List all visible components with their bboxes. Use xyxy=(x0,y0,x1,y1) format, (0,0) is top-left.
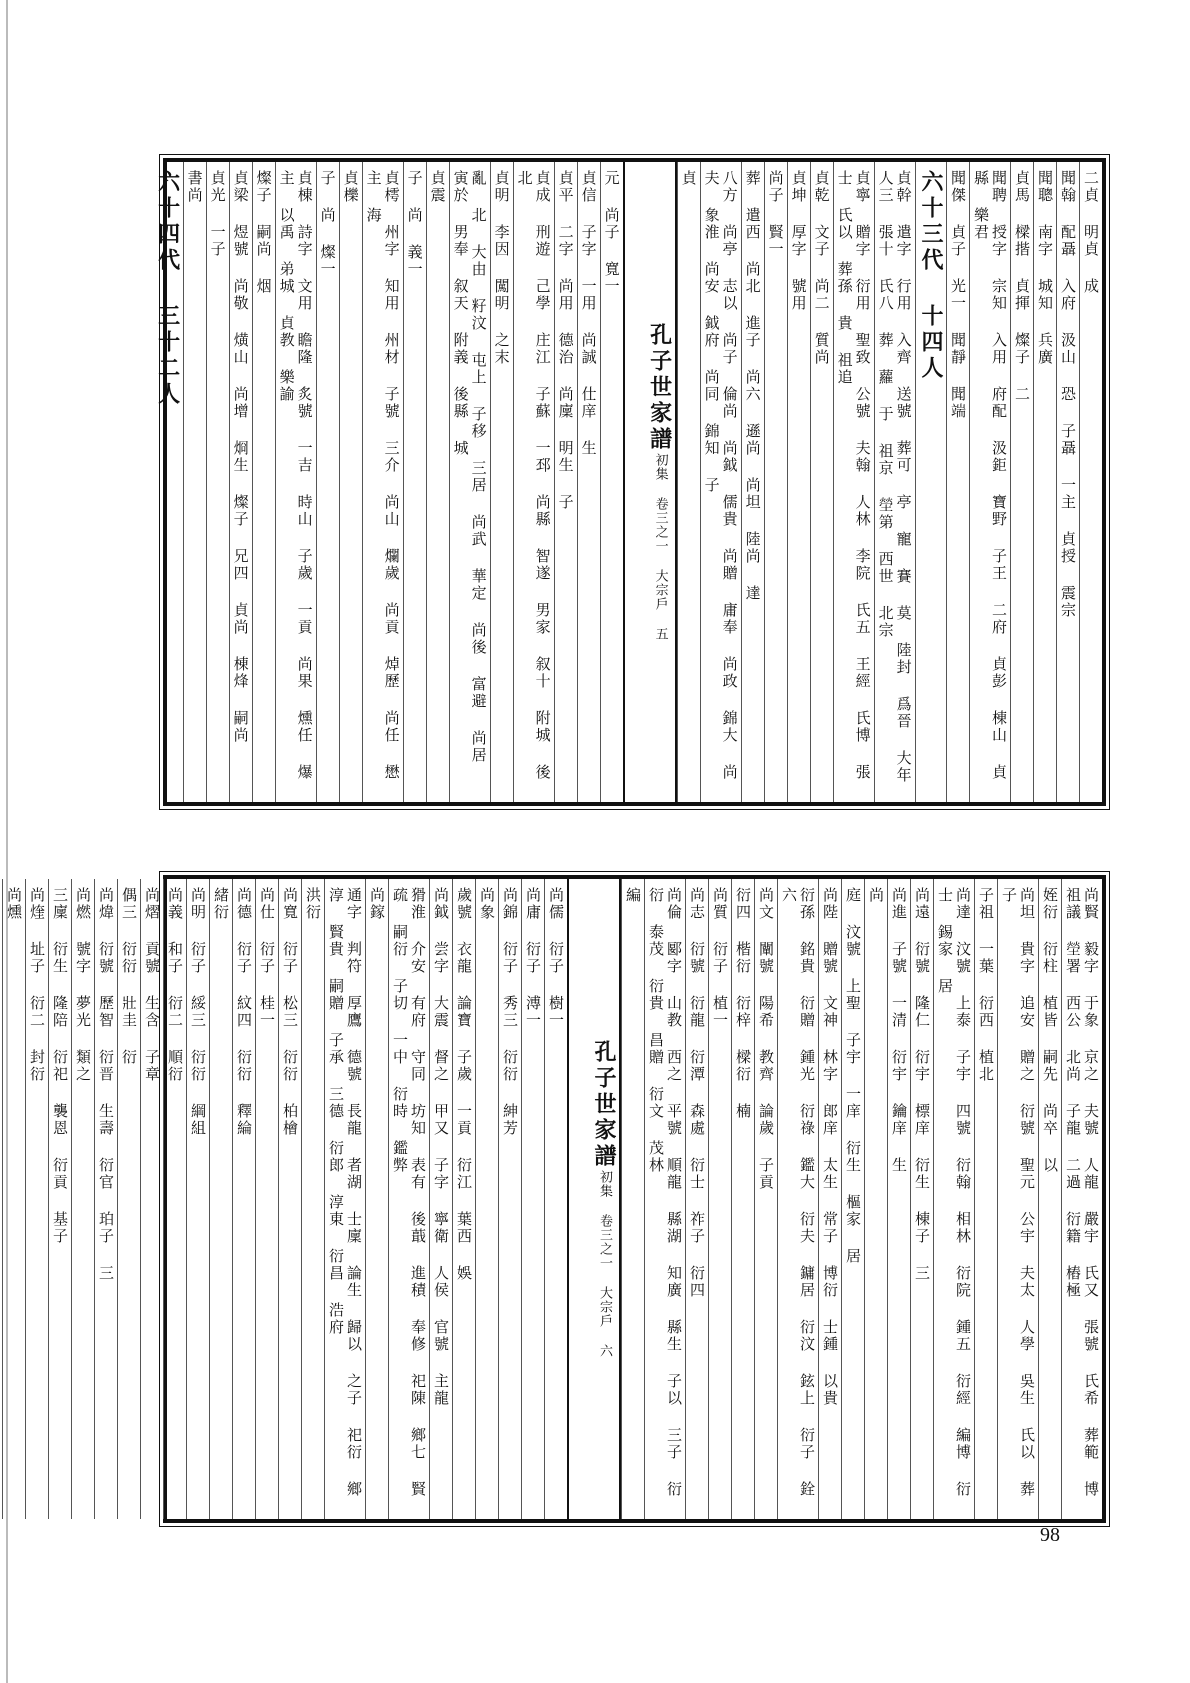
spine-title xyxy=(623,162,677,802)
text-column: 尚庸 衍子 溥一 xyxy=(521,879,544,1519)
page-number: 98 xyxy=(1040,1524,1060,1546)
text-column: 貞櫟 xyxy=(339,162,362,802)
text-column: 貞 xyxy=(677,162,700,802)
text-column: 尚坦 貴字 追安 贈之 衍號 聖元 公宇 夫太 人學 吳生 氏以 葬子 xyxy=(997,879,1038,1519)
text-column: 尚倫 郾字 山教 西之 平號 順龍 縣湖 知廣 縣生 子以 三子 衍衍 泰茂 衍貴 昌贈 衍文 茂林 xyxy=(644,879,685,1519)
text-column: 三廩 衍生 隆陪 衍祀 襲恩 衍貢 基子 xyxy=(48,879,71,1519)
text-column: 貞光 一子 xyxy=(206,162,229,802)
text-column: 八方 尚亭 志以 尚子 倫尚 尚鉞 儒貴 尚贈 庸奉 尚政 錦大 尚夫 象淮 尚安 鉞府 尚同 錦知 子 xyxy=(700,162,741,802)
text-column: 貞成 刑遊 己學 庄江 子蘇 一邳 尚縣 智遂 男家 叙十 附城 後北 xyxy=(513,162,554,802)
top-columns xyxy=(154,162,1102,802)
text-column: 偶三 衍衍 壯圭 衍 xyxy=(117,879,140,1519)
text-column: 尚達 汶號 上泰 子宇 四號 衍翰 相林 衍院 鍾五 衍經 編博 衍士 錫家 居 xyxy=(933,879,974,1519)
text-column: 子 尚 義一 xyxy=(403,162,426,802)
text-column: 貞馬 樑揩 貞揮 燦子 二 xyxy=(1010,162,1033,802)
text-column: 尚燃 號字 夢光 類之 xyxy=(71,879,94,1519)
text-column: 貞坤 厚字 號用 xyxy=(787,162,810,802)
text-column: 尚質 衍子 植一 xyxy=(708,879,731,1519)
text-column: 尚義 和子 衍二 順衍 xyxy=(163,879,186,1519)
text-column: 尚賢 毅字 于象 京之 夫號 人龍 嚴宇 氏又 張號 氏希 葬範 博 祖議 塋署 西公 北尚 子龍 二過 衍籍 樁極 xyxy=(1061,879,1102,1519)
text-column: 葬 遣西 尚北 進子 尚六 遜尚 尚坦 陸尚 達 xyxy=(741,162,764,802)
text-column: 尚文 闡號 陽希 教齊 論歲 子貢 xyxy=(754,879,777,1519)
text-column: 尚鎵 xyxy=(365,879,388,1519)
text-column: 尚志 衍號 衍龍 衍潭 森處 衍士 祚子 衍四 xyxy=(685,879,708,1519)
text-column: 二貞 明貞 成 xyxy=(1079,162,1102,802)
text-column: 尚熠 貢號 生含 子章 xyxy=(140,879,163,1519)
text-column: 尚 xyxy=(864,879,887,1519)
text-column: 貞明 李因 闖明 之末 xyxy=(490,162,513,802)
text-column: 貞幹 遣字 行用 入齊 送號 葬可 亭 寵 賽 莫 陸封 爲晉 大年 人三 張十 氏八 葬 蘿 于 祖京 塋第 西世 北宗 xyxy=(874,162,915,802)
text-column: 衍四 楷衍 衍梓 樑衍 楠 xyxy=(731,879,754,1519)
text-column: 洪衍 xyxy=(301,879,324,1519)
text-column: 尚儒 衍子 樹一 xyxy=(544,879,567,1519)
spine-main-title: 孔子世家譜 xyxy=(646,323,673,453)
text-column: 貞平 二字 尚用 德治 尚廩 明生 子 xyxy=(554,162,577,802)
text-column: 尚寬 衍子 松三 衍衍 柏檜 xyxy=(278,879,301,1519)
text-column: 子祖 一葉 衍西 植北 xyxy=(974,879,997,1519)
text-column: 姪衍 衍柱 植皆 嗣先 尚卒 以 xyxy=(1038,879,1061,1519)
text-column: 貞震 xyxy=(426,162,449,802)
text-column: 尚明 衍子 綏三 衍衍 綱組 xyxy=(186,879,209,1519)
text-column: 尚煒 衍號 歷智 衍晋 生壽 衍官 珀子 三 xyxy=(94,879,117,1519)
top-panel xyxy=(154,158,1106,806)
text-column: 六十三代 十四人 xyxy=(915,162,946,802)
bottom-panel xyxy=(5,875,1106,1523)
spine-main-title: 孔子世家譜 xyxy=(591,1040,617,1170)
text-column: 尚煃 址子 衍二 封衍 xyxy=(25,879,48,1519)
text-column: 書尚 xyxy=(183,162,206,802)
text-column: 衍孫 銘貴 衍贈 鍾光 衍祿 鑑大 衍夫 鏞居 衍汶 鉉上 衍子 銓六 xyxy=(777,879,818,1519)
spine-subtitle: 初集 卷三之一 大宗戶 五 xyxy=(652,453,668,641)
text-column: 猾淮 介安 有府 守同 坊知 表有 後蕺 進積 奉修 祀陳 鄉七 賢疏 嗣衍 子切 一中 衍時 鑑弊 xyxy=(388,879,429,1519)
spine-subtitle: 初集 卷三之一 大宗戶 六 xyxy=(597,1170,612,1358)
text-column: 尚德 衍子 紋四 衍衍 釋綸 xyxy=(232,879,255,1519)
text-column: 燦子 嗣尚 烟 xyxy=(252,162,275,802)
text-column: 貞寧 贈字 衍用 聖致 公號 夫翰 人林 李院 氏五 王經 氏博 張士 氏以 葬孫 貴 祖追 xyxy=(833,162,874,802)
text-column: 聞傑 貞子 光一 聞靜 聞端 xyxy=(946,162,969,802)
text-column: 尚燻 xyxy=(2,879,25,1519)
text-column: 尚陛 贈號 文神 林字 郎庠 太生 常子 博衍 士鍾 以貴 xyxy=(818,879,841,1519)
text-column: 歲號 衣龍 論寶 子歲 一貢 衍江 葉西 娛 xyxy=(452,879,475,1519)
text-column: 子 尚 燦一 xyxy=(316,162,339,802)
text-column: 尚進 子號 一清 衍宇 鑰庠 生 xyxy=(887,879,910,1519)
text-column: 尚子 賢一 xyxy=(764,162,787,802)
text-column: 緒衍 xyxy=(209,879,232,1519)
text-column: 尚錦 衍子 秀三 衍衍 紳芳 xyxy=(498,879,521,1519)
bottom-columns xyxy=(5,879,1102,1519)
text-column: 尚仕 衍子 桂一 xyxy=(255,879,278,1519)
text-column: 編 xyxy=(621,879,644,1519)
text-column: 元 尚子 寬一 xyxy=(600,162,623,802)
text-column: 亂 北 大由 籽汶 屯上 子移 三居 尚武 華定 尚後 富避 尚居 寅於 男奉 叙天 附義 後縣 城 xyxy=(449,162,490,802)
text-column: 貞乾 文子 尚二 質尚 xyxy=(810,162,833,802)
text-column: 尚遠 衍號 隆仁 衍宇 標庠 衍生 棟子 三 xyxy=(910,879,933,1519)
text-column: 貞樗 州字 知用 州材 子號 三介 尚山 爛歲 尚貢 焯歷 尚任 懋主 海 xyxy=(362,162,403,802)
text-column: 貞信 子字 一用 尚誠 仕庠 生 xyxy=(577,162,600,802)
text-column: 尚象 xyxy=(475,879,498,1519)
text-column: 貞棟 詩字 文用 瞻隆 炙號 一吉 時山 子歲 一貢 尚果 燻任 爆主 以禹 弟城 貞教 樂諭 xyxy=(275,162,316,802)
text-column: 貞梁 煜號 尚敬 熿山 尚增 烱生 燦子 兄四 貞尚 棟烽 嗣尚 xyxy=(229,162,252,802)
spine-title xyxy=(567,879,621,1519)
text-column: 聞翰 配聶 入府 汲山 恐 子聶 一主 貞授 震宗 xyxy=(1056,162,1079,802)
text-column: 尚鉞 尝字 大震 督之 甲又 子字 寧衛 人侯 官號 主龍 xyxy=(429,879,452,1519)
text-column: 通字 判符 厚鷹 德號 長龍 者湖 士廩 論生 歸以 之子 祀衍 鄉淳 賢貴 嗣贈 子承 三德 衍郎 淳東 衍昌 浩府 xyxy=(324,879,365,1519)
text-column: 庭 汶號 上聖 子宇 一庠 衍生 樞家 居 xyxy=(841,879,864,1519)
text-column: 聞聰 南字 城知 兵廣 xyxy=(1033,162,1056,802)
text-column: 六十四代 三十二人 xyxy=(154,170,181,408)
text-column: 聞聘 授字 宗知 入用 府配 汲鉅 寶野 子王 二府 貞彭 棟山 貞縣 樂君 xyxy=(969,162,1010,802)
